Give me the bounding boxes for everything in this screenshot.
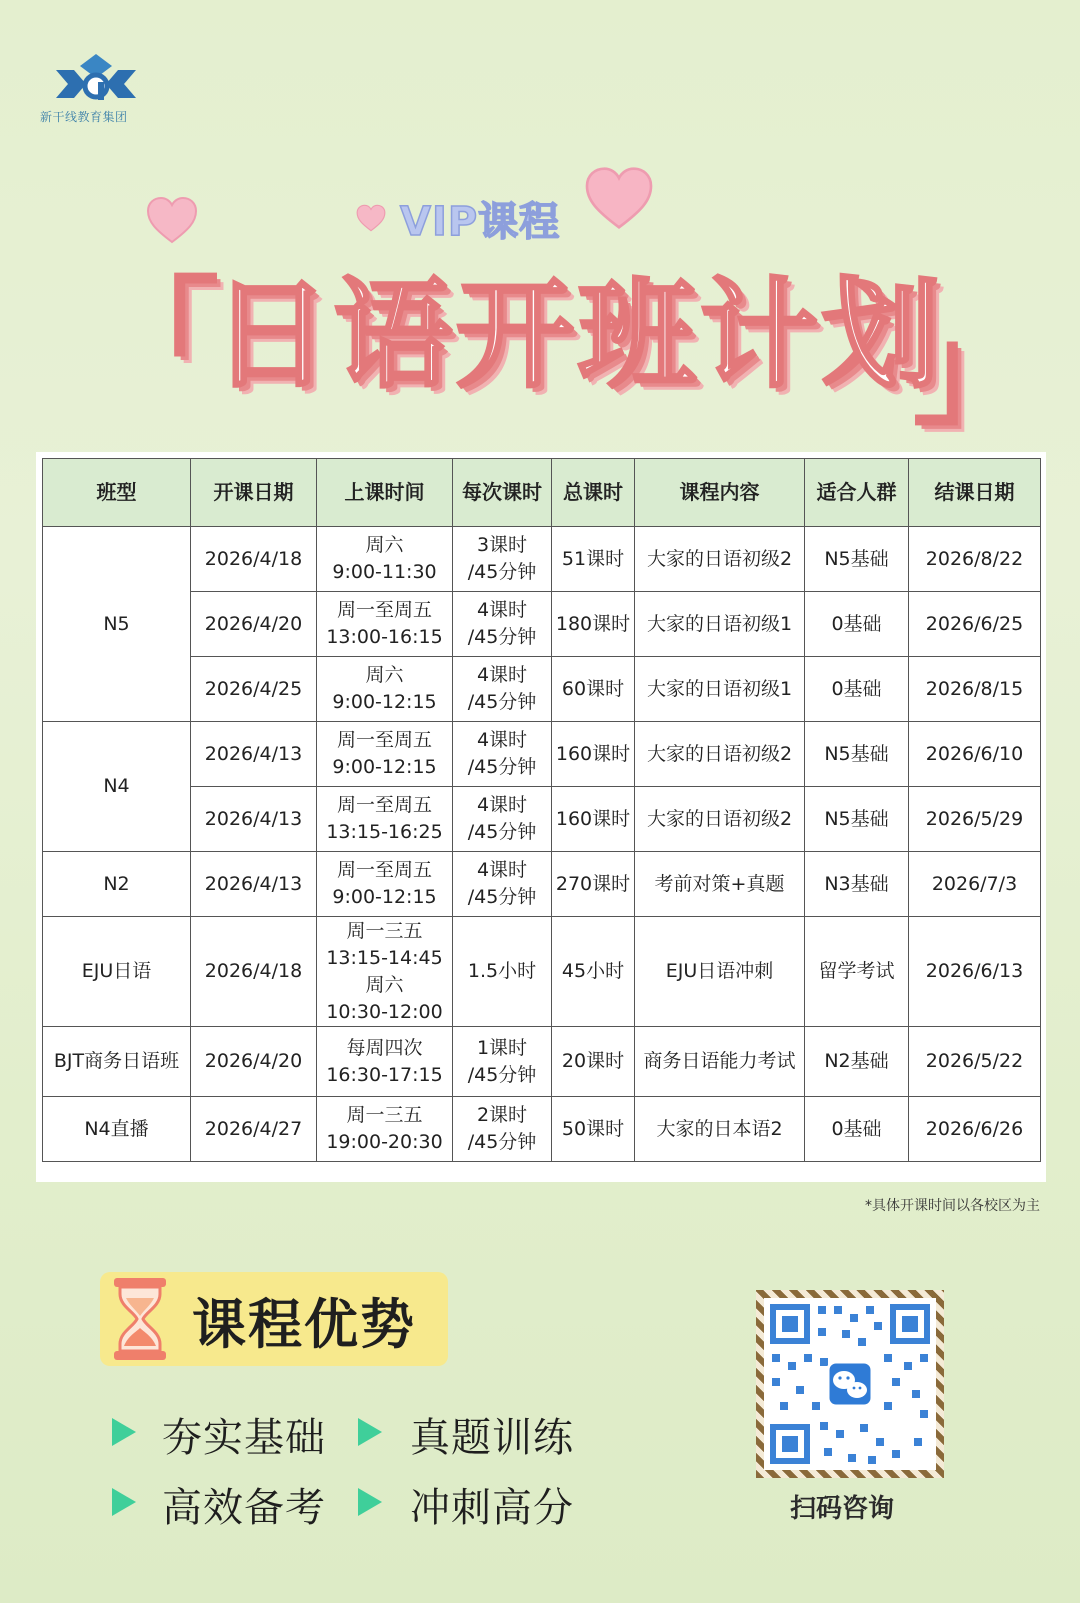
table-row — [43, 917, 1041, 1027]
end-date-cell: 2026/6/13 — [909, 917, 1041, 1027]
schedule-hours: 16:30-17:15 — [326, 1063, 443, 1086]
schedule-cell — [317, 917, 453, 1027]
start-date-cell: 2026/4/25 — [191, 657, 317, 722]
schedule-days: 周六 — [365, 973, 404, 996]
content-cell: 大家的日语初级2 — [635, 787, 805, 852]
schedule-days: 周一至周五 — [336, 599, 432, 621]
per-session-minutes: /45分钟 — [467, 1063, 537, 1086]
title-text: 日语开班计划 — [212, 266, 945, 404]
schedule-hours: 9:00-12:15 — [332, 756, 437, 778]
advantage-point: 真题训练 — [410, 1415, 574, 1461]
audience-cell: N5基础 — [805, 527, 909, 592]
heart-icon — [584, 166, 654, 230]
total-hours-cell: 60课时 — [552, 657, 635, 722]
schedule-days: 周一至周五 — [336, 729, 432, 751]
column-header: 每次课时 — [453, 459, 552, 527]
audience-cell: N3基础 — [805, 852, 909, 917]
total-hours-cell: 51课时 — [552, 527, 635, 592]
start-date-cell: 2026/4/13 — [191, 787, 317, 852]
column-header: 开课日期 — [191, 459, 317, 527]
heart-icon — [146, 196, 198, 244]
start-date-cell: 2026/4/18 — [191, 527, 317, 592]
start-date-cell: 2026/4/20 — [191, 1027, 317, 1097]
column-header: 上课时间 — [317, 459, 453, 527]
total-hours-cell: 20课时 — [552, 1027, 635, 1097]
per-session-minutes: /45分钟 — [467, 1131, 537, 1153]
per-session-minutes: /45分钟 — [467, 886, 537, 908]
end-date-cell: 2026/6/25 — [909, 592, 1041, 657]
schedule-days: 周一三五 — [346, 919, 423, 942]
per-session-minutes: /45分钟 — [467, 821, 537, 843]
schedule-cell — [317, 1097, 453, 1162]
triangle-bullet-icon — [358, 1488, 382, 1516]
per-session-cell: 1.5小时 — [453, 917, 552, 1027]
schedule-days: 周六 — [365, 664, 404, 686]
advantage-point: 冲刺高分 — [410, 1485, 574, 1531]
logo-text: 新干线教育集团 — [40, 110, 128, 124]
content-cell: 大家的日语初级2 — [635, 527, 805, 592]
title-bracket-close: 」 — [914, 302, 1035, 440]
per-session-hours: 1课时 — [476, 1036, 528, 1059]
table-note: *具体开课时间以各校区为主 — [865, 1198, 1040, 1214]
advantage-point: 夯实基础 — [162, 1415, 326, 1461]
start-date-cell: 2026/4/18 — [191, 917, 317, 1027]
class-type-cell: N4 — [43, 722, 191, 852]
schedule-cell — [317, 852, 453, 917]
column-header: 适合人群 — [805, 459, 909, 527]
qr-pattern — [764, 1298, 936, 1470]
schedule-days: 周六 — [365, 534, 404, 556]
class-type-cell: N5 — [43, 527, 191, 722]
schedule-hours: 13:15-14:45 — [326, 946, 443, 969]
audience-cell: 留学考试 — [805, 917, 909, 1027]
schedule-table — [42, 458, 1041, 1162]
per-session-cell — [453, 722, 552, 787]
per-session-hours: 4课时 — [476, 859, 528, 881]
per-session-hours: 4课时 — [476, 599, 528, 621]
table-row — [43, 1027, 1041, 1097]
hourglass-icon — [110, 1276, 170, 1362]
per-session-cell — [453, 852, 552, 917]
schedule-cell — [317, 722, 453, 787]
table-header-row — [43, 459, 1041, 527]
qr-code-image — [764, 1298, 936, 1470]
end-date-cell: 2026/5/29 — [909, 787, 1041, 852]
per-session-minutes: /45分钟 — [467, 691, 537, 713]
content-cell: 大家的日语初级1 — [635, 657, 805, 722]
content-cell: EJU日语冲刺 — [635, 917, 805, 1027]
triangle-bullet-icon — [112, 1418, 136, 1446]
schedule-days: 周一至周五 — [336, 859, 432, 881]
schedule-cell — [317, 657, 453, 722]
per-session-cell — [453, 592, 552, 657]
total-hours-cell: 50课时 — [552, 1097, 635, 1162]
advantage-point: 高效备考 — [162, 1485, 326, 1531]
content-cell: 商务日语能力考试 — [635, 1027, 805, 1097]
schedule-hours: 9:00-11:30 — [332, 561, 437, 583]
schedule-hours: 10:30-12:00 — [326, 1000, 443, 1023]
per-session-hours: 2课时 — [476, 1104, 528, 1126]
start-date-cell: 2026/4/20 — [191, 592, 317, 657]
per-session-cell — [453, 527, 552, 592]
per-session-cell — [453, 657, 552, 722]
table-row — [43, 1097, 1041, 1162]
total-hours-cell: 270课时 — [552, 852, 635, 917]
per-session-minutes: /45分钟 — [467, 626, 537, 648]
schedule-cell — [317, 1027, 453, 1097]
schedule-hours: 13:15-16:25 — [326, 821, 443, 843]
end-date-cell: 2026/8/22 — [909, 527, 1041, 592]
class-type-cell: EJU日语 — [43, 917, 191, 1027]
schedule-cell — [317, 787, 453, 852]
table-row — [43, 592, 1041, 657]
schedule-hours: 9:00-12:15 — [332, 691, 437, 713]
per-session-minutes: /45分钟 — [467, 561, 537, 583]
table-row — [43, 787, 1041, 852]
content-cell: 考前对策+真题 — [635, 852, 805, 917]
end-date-cell: 2026/5/22 — [909, 1027, 1041, 1097]
per-session-minutes: /45分钟 — [467, 756, 537, 778]
audience-cell: 0基础 — [805, 592, 909, 657]
class-type-cell: BJT商务日语班 — [43, 1027, 191, 1097]
triangle-bullet-icon — [112, 1488, 136, 1516]
schedule-hours: 19:00-20:30 — [326, 1131, 443, 1153]
schedule-cell — [317, 527, 453, 592]
qr-code[interactable] — [756, 1290, 944, 1478]
vip-label: VIP课程 — [400, 199, 561, 245]
schedule-table-container — [36, 452, 1046, 1182]
audience-cell: N5基础 — [805, 722, 909, 787]
audience-cell: N5基础 — [805, 787, 909, 852]
total-hours-cell: 160课时 — [552, 787, 635, 852]
per-session-hours: 4课时 — [476, 729, 528, 751]
audience-cell: 0基础 — [805, 1097, 909, 1162]
column-header: 课程内容 — [635, 459, 805, 527]
content-cell: 大家的日语初级1 — [635, 592, 805, 657]
triangle-bullet-icon — [358, 1418, 382, 1446]
column-header: 总课时 — [552, 459, 635, 527]
column-header: 结课日期 — [909, 459, 1041, 527]
class-type-cell: N4直播 — [43, 1097, 191, 1162]
start-date-cell: 2026/4/27 — [191, 1097, 317, 1162]
table-row — [43, 657, 1041, 722]
per-session-hours: 3课时 — [476, 534, 528, 556]
end-date-cell: 2026/7/3 — [909, 852, 1041, 917]
end-date-cell: 2026/6/26 — [909, 1097, 1041, 1162]
class-type-cell: N2 — [43, 852, 191, 917]
audience-cell: N2基础 — [805, 1027, 909, 1097]
schedule-days: 每周四次 — [346, 1036, 423, 1059]
end-date-cell: 2026/6/10 — [909, 722, 1041, 787]
schedule-days: 周一三五 — [346, 1104, 423, 1126]
total-hours-cell: 160课时 — [552, 722, 635, 787]
per-session-cell — [453, 1027, 552, 1097]
logo-icon — [52, 52, 140, 104]
start-date-cell: 2026/4/13 — [191, 722, 317, 787]
start-date-cell: 2026/4/13 — [191, 852, 317, 917]
table-row — [43, 527, 1041, 592]
per-session-hours: 4课时 — [476, 794, 528, 816]
schedule-days: 周一至周五 — [336, 794, 432, 816]
heart-icon — [356, 204, 386, 232]
advantages-title: 课程优势 — [192, 1293, 416, 1356]
table-row — [43, 722, 1041, 787]
qr-caption: 扫码咨询 — [790, 1494, 895, 1524]
end-date-cell: 2026/8/15 — [909, 657, 1041, 722]
column-header: 班型 — [43, 459, 191, 527]
per-session-hours: 4课时 — [476, 664, 528, 686]
total-hours-cell: 180课时 — [552, 592, 635, 657]
schedule-cell — [317, 592, 453, 657]
title-bracket-open: 「 — [100, 266, 221, 404]
schedule-hours: 13:00-16:15 — [326, 626, 443, 648]
total-hours-cell: 45小时 — [552, 917, 635, 1027]
content-cell: 大家的日语初级2 — [635, 722, 805, 787]
table-row — [43, 852, 1041, 917]
page-title — [100, 240, 1035, 440]
audience-cell: 0基础 — [805, 657, 909, 722]
brand-logo — [40, 52, 160, 125]
per-session-cell — [453, 787, 552, 852]
content-cell: 大家的日本语2 — [635, 1097, 805, 1162]
schedule-hours: 9:00-12:15 — [332, 886, 437, 908]
per-session-cell — [453, 1097, 552, 1162]
